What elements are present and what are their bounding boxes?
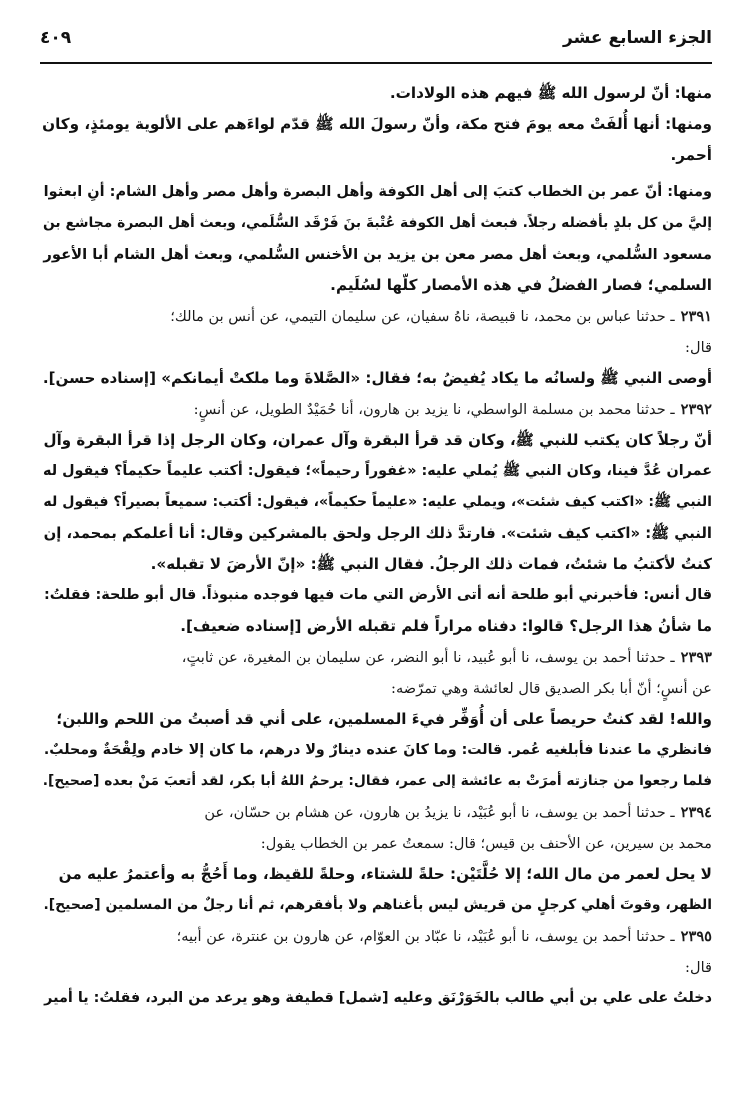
running-header — [40, 28, 712, 58]
text-line — [40, 270, 712, 301]
text-line — [40, 487, 712, 518]
text-line — [40, 140, 712, 171]
line-text: إليَّ من كل بلدٍ بأفضله رجلاً. فبعث أهل الكوفة عُتْبةَ بنَ فَرْقَد السُّلَمي، وبعث أهل البصرة مجاشع بن — [42, 215, 712, 231]
line-text: أوصى النبي ﷺ ولسانُه ما يكاد يُفيضُ به؛ فقال: «الصَّلاةَ وما ملكتْ أيمانكم» [إسناده حسن]. — [42, 369, 712, 387]
text-line — [40, 394, 712, 425]
text-line — [40, 983, 712, 1014]
hadith-number: ٢٣٩٤ — [680, 804, 712, 821]
text-line — [40, 828, 712, 859]
text-line — [40, 797, 712, 828]
hadith-number: ٢٣٩١ — [680, 308, 712, 325]
line-text: فلما رجعوا من جنازته أمرَتْ به عائشة إلى عمر، فقال: يرحمُ اللهُ أبا بكر، لقد أتعبَ مَنْ بعده [صحيح]. — [42, 773, 712, 789]
text-line — [40, 704, 712, 735]
text-line — [40, 177, 712, 208]
line-text: السلمي؛ فصار الفضلُ في هذه الأمصار كلّها لسُلَيم. — [330, 276, 712, 294]
text-line — [40, 890, 712, 921]
text-line — [40, 673, 712, 704]
line-text: ومنها: أنها أُلفَتْ معه يومَ فتح مكة، وأنّ رسولَ الله ﷺ قدّم لواءَهم على الألوية يومئذٍ، وكان — [42, 115, 712, 133]
line-text: قال: — [685, 959, 712, 976]
line-text: محمد بن سيرين، عن الأحنف بن قيس؛ قال: سمعتُ عمر بن الخطاب يقول: — [260, 835, 712, 852]
line-text: والله! لقد كنتُ حريصاً على أن أُوَفِّر فيءَ المسلمين، على أني قد أصبتُ من اللحم واللبن؛ — [56, 710, 712, 728]
header-rule — [40, 62, 712, 64]
text-line — [40, 425, 712, 456]
text-line — [40, 735, 712, 766]
line-text: دخلتُ على علي بن أبي طالب بالخَوَرْنَق وعليه [شمل] قطيفة وهو يرعد من البرد، فقلتُ: يا أمير — [44, 990, 712, 1006]
text-line — [40, 766, 712, 797]
text-line — [40, 208, 712, 239]
line-text: ـ حدثنا أحمد بن يوسف، نا أبو عُبَيْد، نا يزيدُ بن هارون، عن هشام بن حسّان، عن — [204, 804, 675, 821]
line-text: ـ حدثنا عباس بن محمد، نا قبيصة، ناهُ سفيان، عن سليمان التيمي، عن أنس بن مالك؛ — [170, 308, 675, 325]
text-line — [40, 580, 712, 611]
line-text: النبي ﷺ: «اكتب كيف شئت»، ويملي عليه: «عليماً حكيماً»، فيقول: أكتب: سميعاً بصيراً؟ فيقول له — [43, 494, 712, 510]
hadith-number: ٢٣٩٢ — [680, 401, 712, 418]
page-number: ٤٠٩ — [40, 28, 72, 48]
running-title: الجزء السابع عشر — [563, 28, 712, 48]
line-text: عمران عُدَّ فينا، وكان النبي ﷺ يُملي عليه: «غفوراً رحيماً»؛ فيقول: أكتب عليماً حكيماً؟ فيقول له — [43, 463, 712, 479]
line-text: ـ حدثنا أحمد بن يوسف، نا أبو عُبَيْد، نا عبّاد بن العوّام، عن هارون بن عنترة، عن أبيه؛ — [176, 928, 675, 945]
line-text: أحمر. — [670, 146, 712, 164]
line-text: كنتُ لأكتبُ ما شئتُ، فمات ذلك الرجلُ. فقال النبي ﷺ: «إنّ الأرضَ لا تقبله». — [150, 555, 712, 573]
text-line — [40, 239, 712, 270]
line-text: قال أنس: فأخبرني أبو طلحة أنه أتى الأرض التي مات فيها فوجده منبوذاً. قال أبو طلحة: فقلتُ: — [43, 587, 712, 603]
line-text: ومنها: أنّ عمر بن الخطاب كتبَ إلى أهل الكوفة وأهل البصرة وأهل مصر وأهل الشام: أنِ ابعثوا — [43, 184, 712, 200]
line-text: ما شأنُ هذا الرجل؟ قالوا: دفناه مراراً فلم تقبله الأرض [إسناده ضعيف]. — [180, 617, 712, 635]
page-body — [40, 78, 712, 1014]
line-text: عن أنسٍ؛ أنّ أبا بكر الصديق قال لعائشة وهي تمرّضه: — [391, 680, 712, 697]
text-line — [40, 301, 712, 332]
text-line — [40, 109, 712, 140]
text-line — [40, 549, 712, 580]
line-text: منها: أنّ لرسول الله ﷺ فيهم هذه الولادات. — [389, 84, 712, 102]
text-line — [40, 332, 712, 363]
text-line — [40, 456, 712, 487]
text-line — [40, 952, 712, 983]
text-line — [40, 518, 712, 549]
line-text: النبي ﷺ: «اكتب كيف شئت». فارتدَّ ذلك الرجل ولحق بالمشركين وقال: أنا أعلمكم بمحمد، إن — [43, 525, 712, 542]
hadith-number: ٢٣٩٣ — [680, 649, 712, 666]
line-text: مسعود السُّلمي، وبعث أهل مصر معن بن يزيد بن الأخنس السُّلمي، وبعث أهل الشام أبا الأعور — [43, 246, 712, 263]
hadith-number: ٢٣٩٥ — [680, 928, 712, 945]
text-line — [40, 611, 712, 642]
line-text: لا يحل لعمر من مال الله؛ إلا حُلَّتَيْن: حلةً للشتاء، وحلةً للقيظ، وما أَحُجُّ به وأعتمرُ عليه من — [58, 865, 712, 883]
text-line — [40, 859, 712, 890]
text-line — [40, 78, 712, 109]
line-text: فانظري ما عندنا فأبلغيه عُمر. قالت: وما كانَ عنده دينارٌ ولا درهم، ما كان إلا خادم ولِقْحَةٌ ومحلبٌ. — [43, 742, 712, 758]
text-line — [40, 921, 712, 952]
line-text: الظهر، وقوتَ أهلي كرجلٍ من قريش ليس بأغناهم ولا بأفقرهم، ثم أنا رجلٌ من المسلمين [صحيح]. — [43, 897, 712, 913]
line-text: قال: — [685, 339, 712, 356]
text-line — [40, 642, 712, 673]
line-text: أنّ رجلاً كان يكتب للنبي ﷺ، وكان قد قرأ البقرة وآل عمران، وكان الرجل إذا قرأ البقرة وآل — [43, 431, 712, 449]
line-text: ـ حدثنا محمد بن مسلمة الواسطي، نا يزيد بن هارون، أنا حُمَيْدٌ الطويل، عن أنسٍ: — [193, 401, 675, 418]
line-text: ـ حدثنا أحمد بن يوسف، نا أبو عُبيد، نا أبو النضر، عن سليمان بن المغيرة، عن ثابتٍ، — [181, 649, 675, 666]
text-line — [40, 363, 712, 394]
